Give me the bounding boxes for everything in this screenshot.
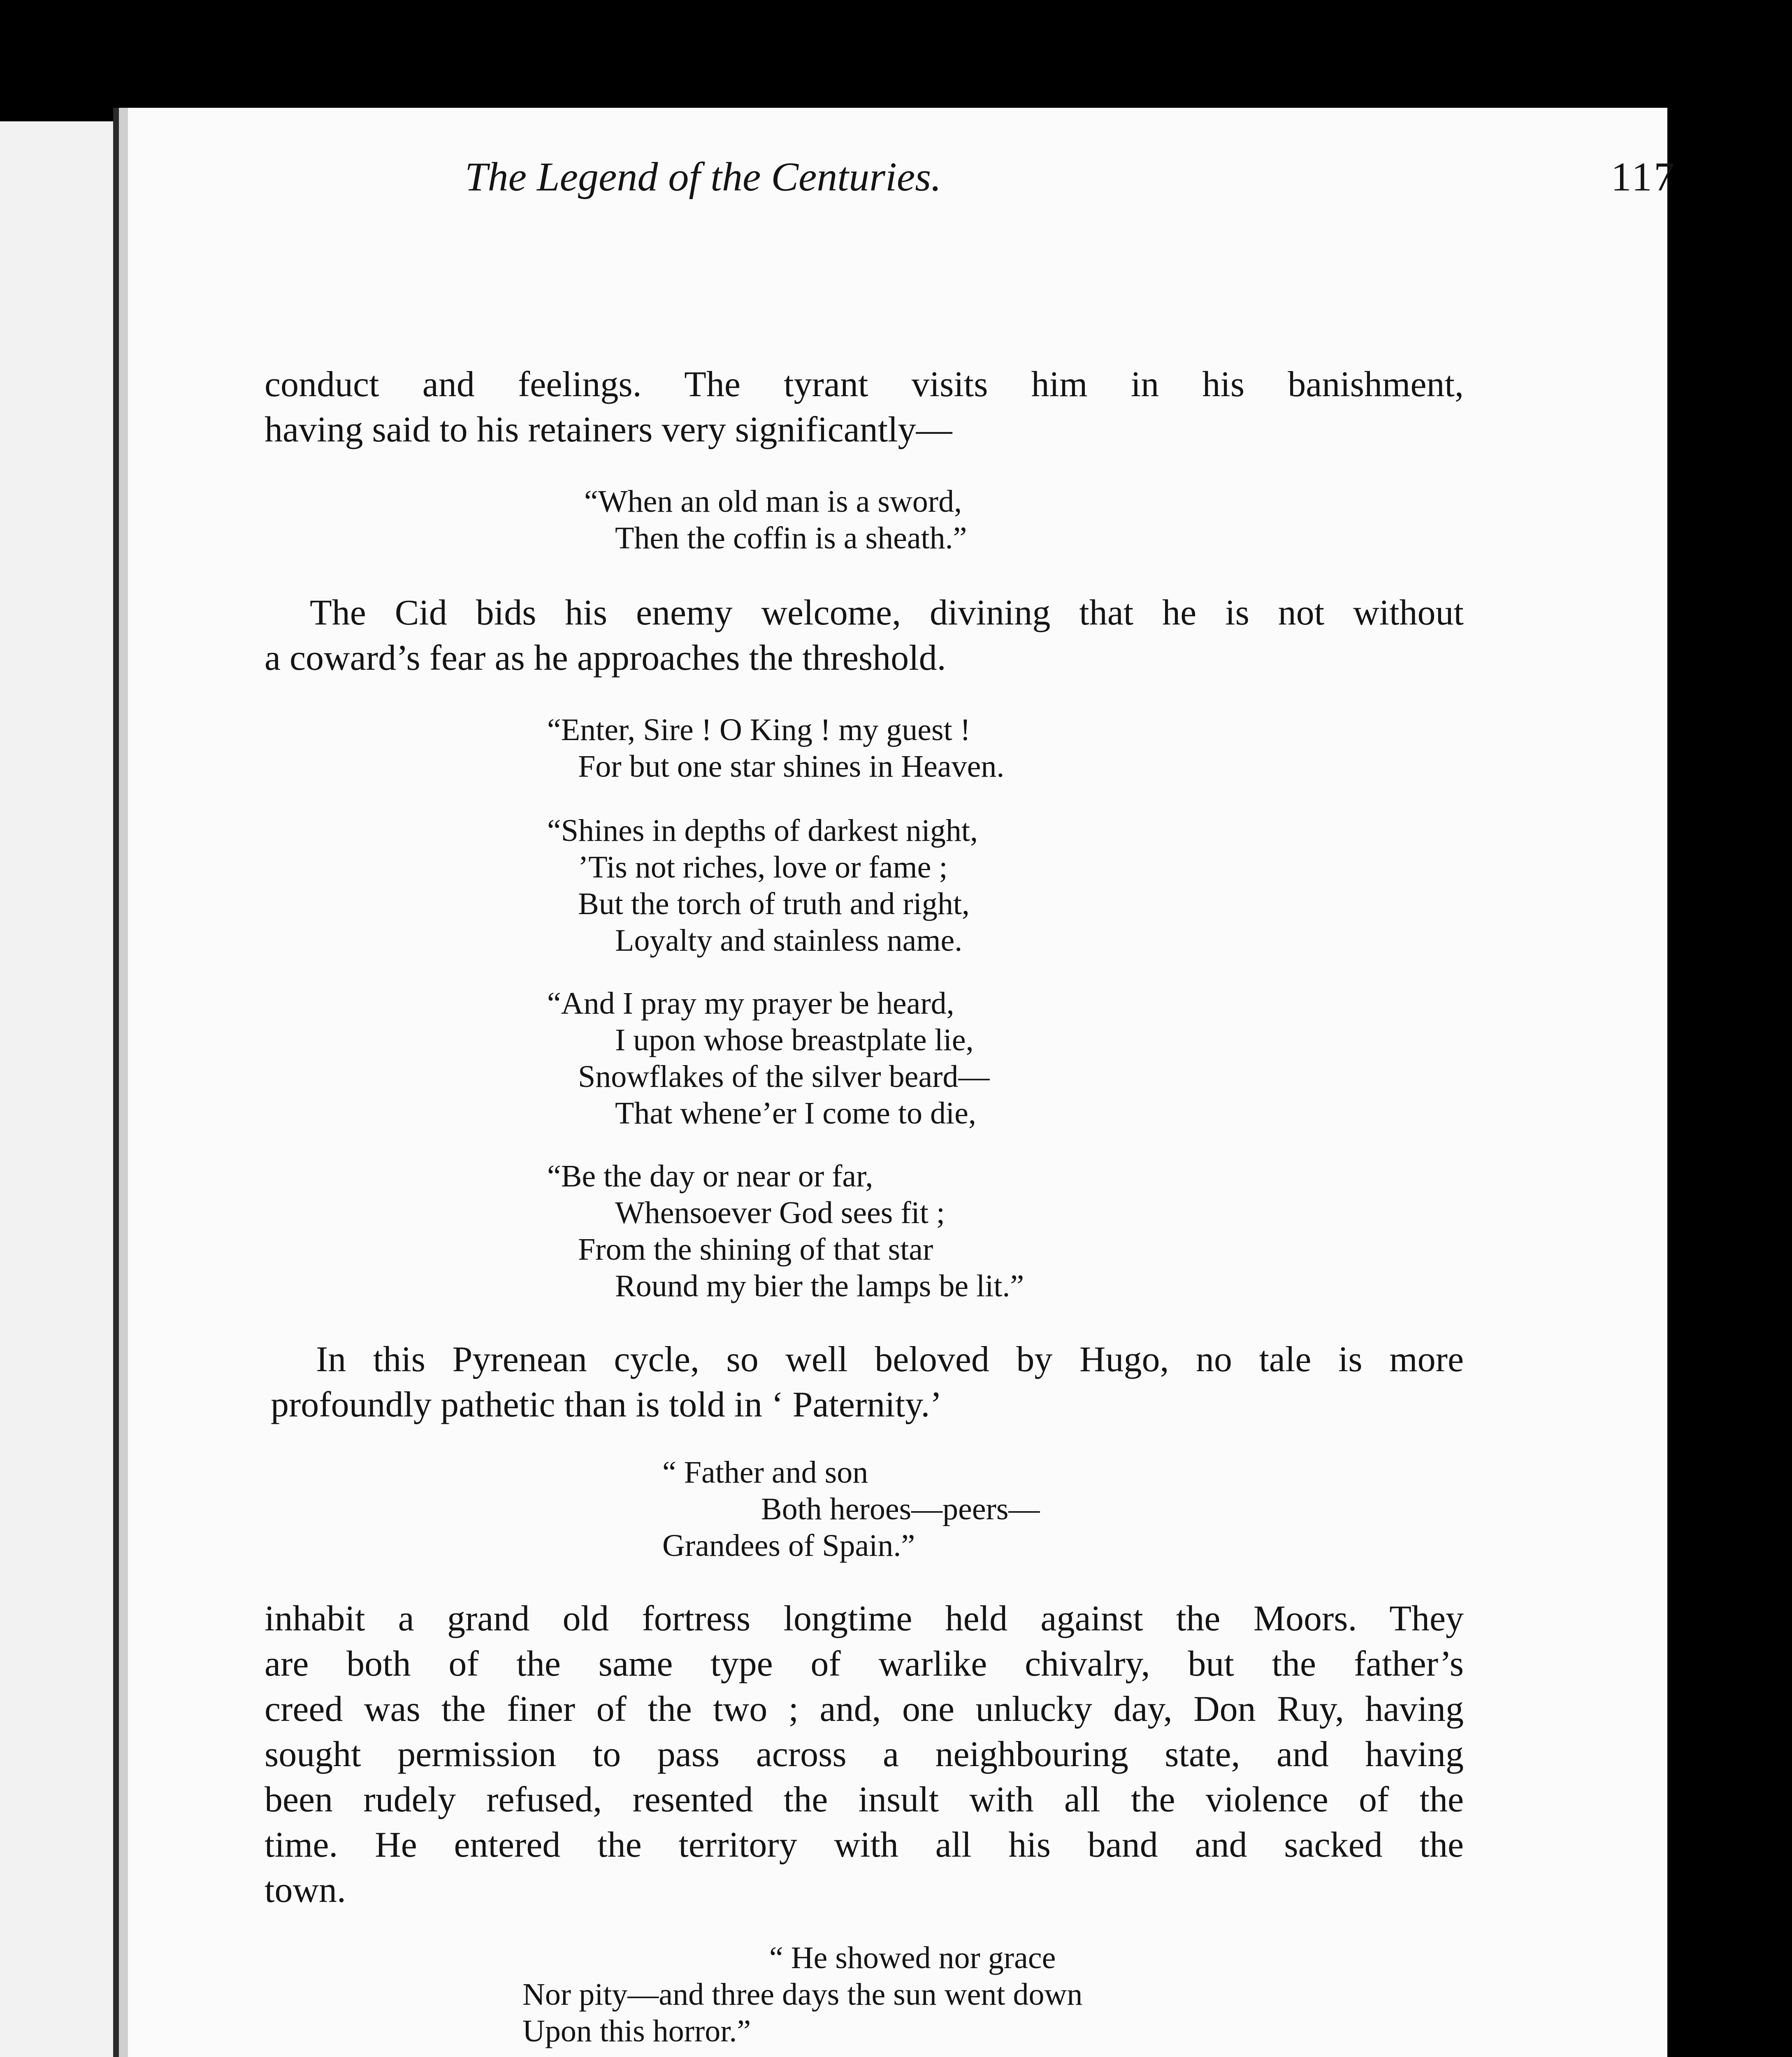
- text-line: sought permission to pass across a neighbouring state, and having: [265, 1734, 1464, 1774]
- verse-line: Then the coffin is a sheath.”: [615, 520, 967, 555]
- paragraph-2: [265, 590, 1464, 681]
- text-line: are both of the same type of warlike chivalry, but the father’s: [265, 1644, 1464, 1684]
- verse-line: Nor pity—and three days the sun went down: [522, 1977, 1083, 2012]
- verse-line: Loyalty and stainless name.: [615, 923, 963, 958]
- verse-line: Whensoever God sees fit ;: [615, 1195, 945, 1230]
- paragraph-4: [265, 1596, 1464, 1913]
- text-line: a coward’s fear as he approaches the threshold.: [265, 638, 946, 678]
- verse-line: Snowflakes of the silver beard—: [578, 1059, 990, 1094]
- paragraph-3: [265, 1337, 1464, 1428]
- text-line: inhabit a grand old fortress longtime held against the Moors. They: [265, 1599, 1464, 1639]
- text-line: town.: [265, 1870, 346, 1910]
- text-line: creed was the finer of the two ; and, one unlucky day, Don Ruy, having: [265, 1689, 1464, 1729]
- verse-line: “ He showed nor grace: [769, 1941, 1056, 1975]
- facing-page-edge: [0, 121, 113, 2057]
- text-line: having said to his retainers very significantly—: [265, 410, 952, 450]
- page-number: 117: [1611, 154, 1676, 200]
- text-line: The Cid bids his enemy welcome, divining that he is not without: [310, 593, 1464, 633]
- verse-line: ’Tis not riches, love or fame ;: [578, 850, 948, 885]
- verse-line: “Shines in depths of darkest night,: [547, 813, 978, 848]
- verse-line: Both heroes—peers—: [761, 1491, 1040, 1526]
- verse-line: From the shining of that star: [578, 1232, 933, 1267]
- text-line: profoundly pathetic than is told in ‘ Paternity.’: [271, 1385, 942, 1425]
- verse-4: [547, 985, 989, 1132]
- verse-line: “When an old man is a sword,: [584, 484, 962, 519]
- text-line: been rudely refused, resented the insult with all the violence of the: [265, 1780, 1464, 1820]
- running-title: The Legend of the Centuries.: [465, 154, 942, 200]
- verse-5: [547, 1158, 1024, 1305]
- paragraph-1: [265, 362, 1464, 453]
- verse-line: I upon whose breastplate lie,: [615, 1022, 974, 1057]
- page-gutter: [119, 108, 128, 2057]
- verse-7: [522, 1940, 1082, 2050]
- verse-6: [662, 1454, 1040, 1564]
- verse-line: That whene’er I come to die,: [615, 1096, 976, 1131]
- verse-1: [584, 483, 967, 557]
- verse-line: “ Father and son: [662, 1455, 868, 1490]
- verse-3: [547, 813, 978, 959]
- verse-line: Upon this horror.”: [522, 2013, 751, 2048]
- verse-line: Round my bier the lamps be lit.”: [615, 1268, 1024, 1303]
- verse-line: “Enter, Sire ! O King ! my guest !: [547, 713, 971, 747]
- verse-line: For but one star shines in Heaven.: [578, 749, 1005, 784]
- verse-line: “Be the day or near or far,: [547, 1159, 873, 1193]
- verse-2: [547, 712, 1004, 785]
- text-line: conduct and feelings. The tyrant visits him in his banishment,: [265, 365, 1464, 404]
- verse-line: But the torch of truth and right,: [578, 886, 970, 921]
- text-line: time. He entered the territory with all his band and sacked the: [265, 1825, 1464, 1865]
- verse-line: Grandees of Spain.”: [662, 1528, 915, 1563]
- verse-line: “And I pray my prayer be heard,: [547, 986, 954, 1021]
- text-line: In this Pyrenean cycle, so well beloved by Hugo, no tale is more: [316, 1340, 1464, 1379]
